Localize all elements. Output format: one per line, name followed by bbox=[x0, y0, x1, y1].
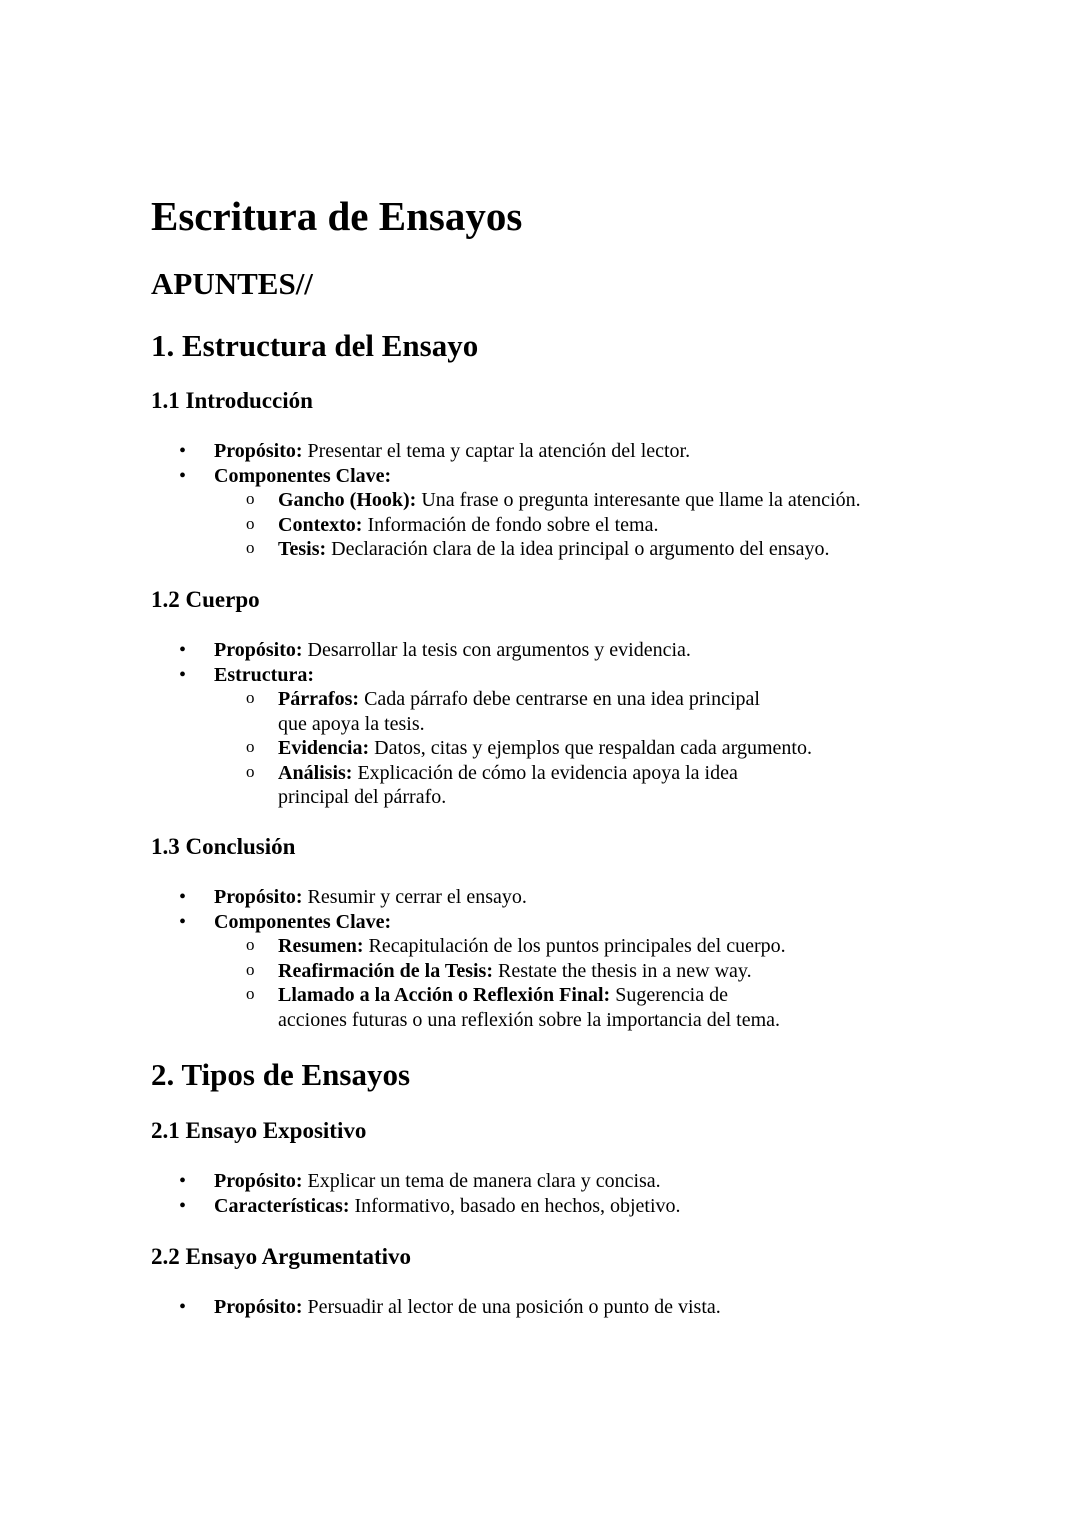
item-label: Reafirmación de la Tesis: bbox=[278, 959, 493, 982]
item-text: Información de fondo sobre el tema. bbox=[362, 513, 659, 536]
item-text: Explicar un tema de manera clara y concisa. bbox=[302, 1170, 661, 1192]
document-title: Escritura de Ensayos bbox=[151, 193, 523, 239]
subsection-heading-argumentative: 2.2 Ensayo Argumentativo bbox=[151, 1244, 412, 1269]
item-text: Persuadir al lector de una posición o punto de vista. bbox=[302, 1296, 721, 1318]
item-label: Componentes Clave: bbox=[214, 910, 392, 933]
item-label: Propósito: bbox=[214, 639, 303, 661]
sublist-item bbox=[151, 934, 931, 959]
item-label: Contexto: bbox=[278, 513, 363, 536]
subsection-heading-introduction: 1.1 Introducción bbox=[151, 388, 313, 413]
section-heading-types: 2. Tipos de Ensayos bbox=[151, 1057, 411, 1092]
list-item bbox=[151, 1295, 931, 1320]
item-label: Tesis: bbox=[278, 538, 327, 560]
item-label: Propósito: bbox=[214, 1170, 303, 1192]
sublist-item bbox=[151, 761, 751, 810]
list-item bbox=[151, 638, 931, 663]
sublist bbox=[214, 687, 931, 810]
item-label: Propósito: bbox=[214, 886, 303, 908]
item-label: Evidencia: bbox=[278, 737, 370, 759]
subsection-heading-expository: 2.1 Ensayo Expositivo bbox=[151, 1118, 367, 1143]
item-text: Restate the thesis in a new way. bbox=[493, 959, 752, 982]
item-label: Características: bbox=[214, 1194, 350, 1217]
item-text: Sugerencia de acciones futuras o una reflexión sobre la importancia del tema. bbox=[278, 984, 781, 1031]
item-text: Desarrollar la tesis con argumentos y evidencia. bbox=[302, 639, 691, 661]
item-text: Resumir y cerrar el ensayo. bbox=[302, 886, 527, 908]
item-label: Propósito: bbox=[214, 440, 303, 462]
sublist-item bbox=[151, 488, 931, 513]
sublist-item bbox=[151, 537, 931, 562]
item-label: Gancho (Hook): bbox=[278, 489, 417, 511]
list-item bbox=[151, 910, 931, 1033]
expository-list bbox=[151, 1169, 931, 1218]
item-label: Componentes Clave: bbox=[214, 464, 392, 487]
item-label: Llamado a la Acción o Reflexión Final: bbox=[278, 984, 611, 1006]
sublist-item bbox=[151, 687, 774, 736]
sublist-item bbox=[151, 983, 788, 1032]
item-text: Datos, citas y ejemplos que respaldan cada argumento. bbox=[369, 737, 812, 759]
subsection-heading-body: 1.2 Cuerpo bbox=[151, 587, 260, 612]
item-text: Presentar el tema y captar la atención del lector. bbox=[302, 440, 691, 462]
body-list bbox=[151, 638, 931, 810]
conclusion-list bbox=[151, 885, 931, 1032]
list-item bbox=[151, 885, 931, 910]
introduction-list bbox=[151, 439, 931, 562]
sublist bbox=[214, 488, 931, 562]
item-text: Cada párrafo debe centrarse en una idea principal que apoya la tesis. bbox=[278, 688, 760, 735]
item-text: Recapitulación de los puntos principales del cuerpo. bbox=[363, 935, 786, 957]
list-item bbox=[151, 439, 931, 464]
argumentative-list bbox=[151, 1295, 931, 1320]
list-item bbox=[151, 464, 931, 562]
item-label: Resumen: bbox=[278, 935, 364, 957]
subsection-heading-conclusion: 1.3 Conclusión bbox=[151, 834, 296, 859]
sublist-item bbox=[151, 736, 931, 761]
sublist-item bbox=[151, 513, 931, 538]
sublist-item bbox=[151, 959, 931, 984]
item-label: Propósito: bbox=[214, 1296, 303, 1318]
item-text: Una frase o pregunta interesante que llame la atención. bbox=[416, 489, 861, 511]
item-text: Explicación de cómo la evidencia apoya la idea principal del párrafo. bbox=[278, 761, 738, 808]
item-label: Párrafos: bbox=[278, 688, 360, 710]
item-label: Estructura: bbox=[214, 663, 314, 686]
list-item bbox=[151, 1169, 931, 1194]
list-item bbox=[151, 663, 931, 810]
item-text: Declaración clara de la idea principal o argumento del ensayo. bbox=[326, 538, 830, 560]
item-text: Informativo, basado en hechos, objetivo. bbox=[349, 1194, 681, 1217]
list-item bbox=[151, 1194, 931, 1219]
section-heading-structure: 1. Estructura del Ensayo bbox=[151, 328, 479, 363]
sublist bbox=[214, 934, 931, 1032]
item-label: Análisis: bbox=[278, 761, 353, 784]
notes-label: APUNTES// bbox=[151, 266, 313, 301]
